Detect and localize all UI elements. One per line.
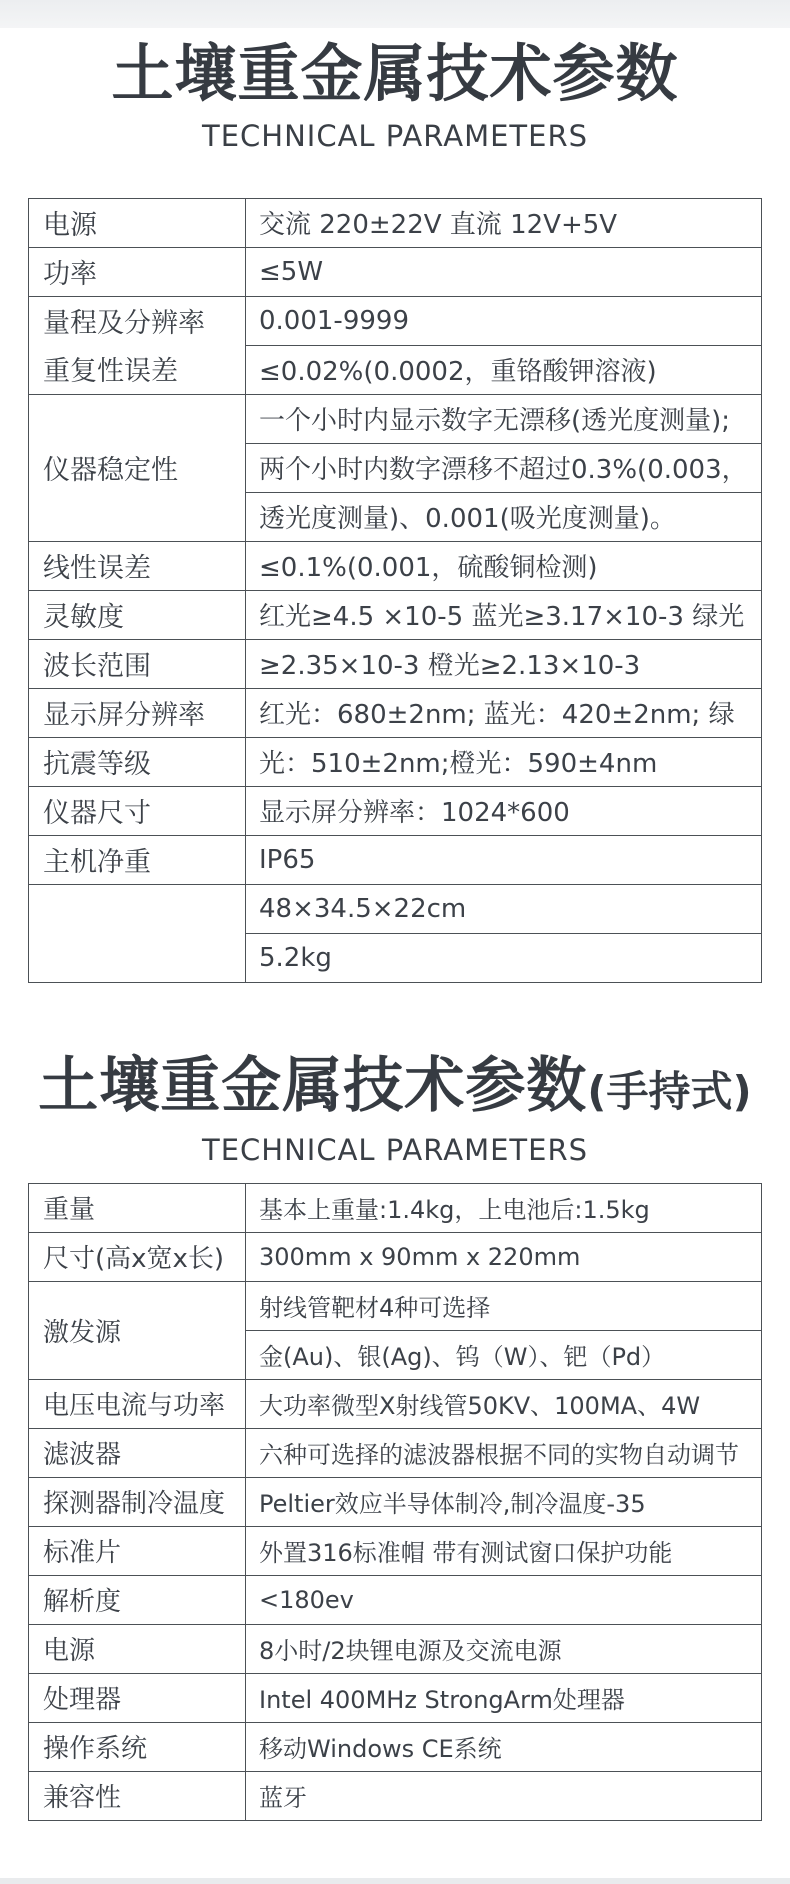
spec-label-cell: [29, 885, 246, 982]
spec-value-column: [246, 885, 761, 982]
spec-row-group: [29, 639, 761, 688]
spec-value-column: [246, 1527, 761, 1575]
top-band: [0, 0, 790, 28]
spec-row-group: [29, 247, 761, 296]
spec-label: 主机净重: [43, 847, 151, 879]
spec-value: ≤0.1%(0.001，硫酸铜检测): [259, 553, 598, 584]
spec-row-group: [29, 884, 761, 982]
spec-label-cell: [29, 1576, 246, 1624]
spec-row-group: [29, 1673, 761, 1722]
section-benchtop: [0, 34, 790, 983]
spec-value: 0.001-9999: [259, 305, 409, 336]
spec-value: 外置316标准帽 带有测试窗口保护功能: [259, 1539, 673, 1568]
spec-value: Peltier效应半导体制冷,制冷温度-35: [259, 1490, 646, 1519]
spec-row-group: [29, 1232, 761, 1281]
spec-value: 六种可选择的滤波器根据不同的实物自动调节: [259, 1441, 739, 1470]
spec-value-column: [246, 1576, 761, 1624]
spec-value: 一个小时内显示数字无漂移(透光度测量);: [259, 406, 731, 437]
spec-value: 红光：680±2nm; 蓝光：420±2nm; 绿: [259, 700, 735, 731]
spec-label-cell: [29, 591, 246, 639]
spec-row-group: [29, 394, 761, 541]
spec-value-column: [246, 689, 761, 737]
spec-label: 电源: [43, 210, 97, 242]
spec-value-column: [246, 1772, 761, 1820]
spec-row-group: [29, 1624, 761, 1673]
spec-row-group: [29, 1477, 761, 1526]
spec-value-column: [246, 836, 761, 884]
spec-value: 移动Windows CE系统: [259, 1735, 502, 1764]
spec-row-group: [29, 737, 761, 786]
spec-label: 量程及分辨率: [43, 308, 205, 340]
spec-row-group: [29, 835, 761, 884]
spec-label-cell: [29, 1429, 246, 1477]
spec-row-group: [29, 688, 761, 737]
spec-label: 抗震等级: [43, 749, 151, 781]
spec-label-cell: [29, 1478, 246, 1526]
spec-label-cell: [29, 1625, 246, 1673]
page-title-handheld-suffix: (手持式): [587, 1066, 752, 1116]
page-title: [0, 34, 790, 115]
spec-label-cell: [29, 738, 246, 786]
spec-label-cell: [29, 248, 246, 296]
spec-label-cell: [29, 1527, 246, 1575]
spec-label: 线性误差: [43, 553, 151, 585]
spec-value: 蓝牙: [259, 1784, 307, 1813]
spec-value-column: [246, 248, 761, 296]
spec-value-column: [246, 1429, 761, 1477]
spec-label: 解析度: [43, 1587, 122, 1618]
spec-label: 仪器尺寸: [43, 798, 151, 830]
spec-value-column: [246, 1674, 761, 1722]
spec-value: 显示屏分辨率：1024*600: [259, 798, 570, 829]
spec-label-cell: [29, 836, 246, 884]
spec-label-cell: [29, 542, 246, 590]
spec-value: 射线管靶材4种可选择: [259, 1294, 491, 1323]
spec-label-cell: [29, 1723, 246, 1771]
spec-label-cell: [29, 1772, 246, 1820]
spec-label-cell: [29, 199, 246, 247]
spec-row-group: [29, 1575, 761, 1624]
spec-label: 仪器稳定性: [43, 455, 178, 487]
spec-value: <180ev: [259, 1585, 354, 1614]
spec-row-group: [29, 1771, 761, 1820]
spec-value: 300mm x 90mm x 220mm: [259, 1242, 581, 1271]
spec-value: 红光≥4.5 ×10-5 蓝光≥3.17×10-3 绿光: [259, 602, 745, 633]
spec-value-column: [246, 738, 761, 786]
spec-row-group: [29, 541, 761, 590]
spec-label-cell: [29, 640, 246, 688]
spec-row-group: [29, 1428, 761, 1477]
section-handheld: [0, 1047, 790, 1821]
spec-label: 滤波器: [43, 1440, 122, 1471]
spec-value-column: [246, 1723, 761, 1771]
spec-label: 波长范围: [43, 651, 151, 683]
spec-value: IP65: [259, 844, 316, 875]
spec-label: 电源: [43, 1636, 96, 1667]
page-title-text: 土壤重金属技术参数: [111, 37, 679, 110]
spec-label: 显示屏分辨率: [43, 700, 205, 732]
spec-row-group: [29, 199, 761, 247]
spec-value-column: [246, 1184, 761, 1232]
spec-value-column: [246, 297, 761, 394]
page-subtitle-handheld: TECHNICAL PARAMETERS: [201, 1132, 589, 1167]
spec-row-group: [29, 590, 761, 639]
spec-label: 标准片: [43, 1538, 122, 1569]
spec-row-group: [29, 1722, 761, 1771]
spec-value: 透光度测量)、0.001(吸光度测量)。: [246, 492, 761, 541]
page-title-handheld: [0, 1047, 790, 1125]
spec-row-group: [29, 1281, 761, 1379]
spec-value-column: [246, 1625, 761, 1673]
spec-value: 48×34.5×22cm: [259, 893, 467, 924]
spec-label: 灵敏度: [43, 602, 124, 634]
spec-value-column: [246, 591, 761, 639]
spec-value: 8小时/2块锂电源及交流电源: [259, 1637, 562, 1666]
spec-value: 基本上重量:1.4kg，上电池后:1.5kg: [259, 1196, 650, 1225]
spec-label: 激发源: [43, 1317, 122, 1348]
spec-label: 操作系统: [43, 1734, 148, 1765]
spec-value: 交流 220±22V 直流 12V+5V: [259, 210, 618, 241]
spec-label-cell: [29, 1233, 246, 1281]
spec-value-column: [246, 1282, 761, 1379]
spec-value-column: [246, 640, 761, 688]
spec-value-column: [246, 1380, 761, 1428]
spec-label: 尺寸(高x宽x长): [43, 1244, 225, 1275]
spec-label-cell: [29, 689, 246, 737]
spec-label-cell: [29, 1282, 246, 1379]
spec-label: 探测器制冷温度: [43, 1489, 226, 1520]
spec-label-cell: [29, 787, 246, 835]
spec-label-cell: [29, 395, 246, 541]
spec-label: 重量: [43, 1195, 96, 1226]
spec-value-column: [246, 1233, 761, 1281]
spec-value-column: [246, 1478, 761, 1526]
spec-value: 大功率微型X射线管50KV、100MA、4W: [259, 1392, 701, 1421]
spec-row-group: [29, 1526, 761, 1575]
spec-value: 两个小时内数字漂移不超过0.3%(0.003，: [246, 443, 761, 492]
spec-value-column: [246, 199, 761, 247]
spec-label-cell: [29, 1184, 246, 1232]
spec-value: 金(Au)、银(Ag)、钨（W）、钯（Pd）: [246, 1330, 761, 1379]
spec-value: ≤0.02%(0.0002，重铬酸钾溶液): [246, 345, 761, 394]
bottom-band: [0, 1878, 790, 1884]
spec-row-group: [29, 786, 761, 835]
spec-table-handheld: [28, 1183, 762, 1821]
spec-value-column: [246, 395, 761, 541]
spec-value: Intel 400MHz StrongArm处理器: [259, 1686, 625, 1715]
spec-row-group: [29, 1379, 761, 1428]
spec-value: 光：510±2nm;橙光：590±4nm: [259, 749, 658, 780]
spec-label: 电压电流与功率: [43, 1391, 226, 1422]
spec-value: 5.2kg: [246, 933, 761, 982]
spec-label-cell: [29, 1674, 246, 1722]
spec-label: 重复性误差: [43, 356, 178, 388]
spec-row-group: [29, 296, 761, 394]
spec-value-column: [246, 542, 761, 590]
spec-value: ≤5W: [259, 256, 324, 287]
spec-table-benchtop: [28, 198, 762, 983]
page-subtitle: TECHNICAL PARAMETERS: [201, 118, 589, 153]
page-title-handheld-text: 土壤重金属技术参数: [38, 1050, 588, 1121]
spec-label-cell: [29, 297, 246, 394]
spec-label-cell: [29, 1380, 246, 1428]
spec-label: 兼容性: [43, 1783, 122, 1814]
spec-label: 功率: [43, 259, 97, 291]
spec-value-column: [246, 787, 761, 835]
spec-row-group: [29, 1184, 761, 1232]
spec-label: 处理器: [43, 1685, 122, 1716]
spec-value: ≥2.35×10-3 橙光≥2.13×10-3: [259, 651, 641, 682]
